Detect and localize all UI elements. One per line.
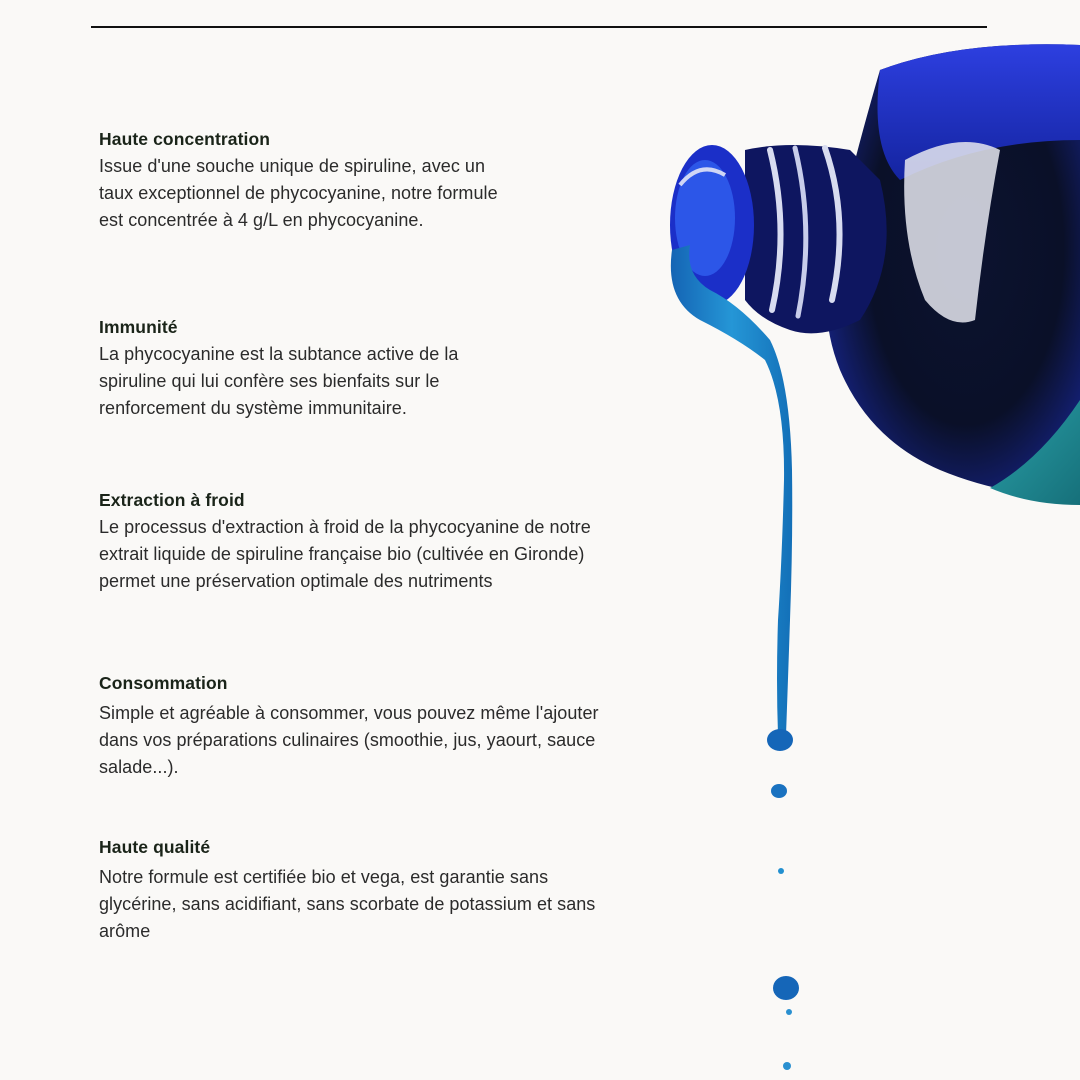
feature-immunity bbox=[99, 316, 629, 422]
feature-high-concentration bbox=[99, 128, 629, 234]
feature-high-quality bbox=[99, 836, 629, 945]
feature-title: Haute concentration bbox=[99, 129, 271, 149]
feature-title: Immunité bbox=[99, 317, 178, 337]
feature-title: Haute qualité bbox=[99, 837, 211, 857]
feature-text: Le processus d'extraction à froid de la phycocyanine de notre extrait liquide de spiruline française bio (cultivée en Gironde) permet une préservation optimale des nutriments bbox=[99, 517, 591, 591]
feature-consumption bbox=[99, 672, 629, 781]
feature-cold-extraction bbox=[99, 489, 629, 595]
feature-text: La phycocyanine est la subtance active de la spiruline qui lui confère ses bienfaits sur le renforcement du système immunitaire. bbox=[99, 344, 459, 418]
top-divider bbox=[91, 26, 987, 28]
feature-title: Extraction à froid bbox=[99, 490, 245, 510]
feature-text: Issue d'une souche unique de spiruline, avec un taux exceptionnel de phycocyanine, notre formule est concentrée à 4 g/L en phycocyanine. bbox=[99, 156, 498, 230]
bottle-pouring-image bbox=[640, 40, 1080, 1080]
feature-text: Notre formule est certifiée bio et vega, est garantie sans glycérine, sans acidifiant, sans scorbate de potassium et sans arôme bbox=[99, 867, 596, 941]
feature-title: Consommation bbox=[99, 673, 228, 693]
feature-text: Simple et agréable à consommer, vous pouvez même l'ajouter dans vos préparations culinaires (smoothie, jus, yaourt, sauce salade...). bbox=[99, 703, 599, 777]
